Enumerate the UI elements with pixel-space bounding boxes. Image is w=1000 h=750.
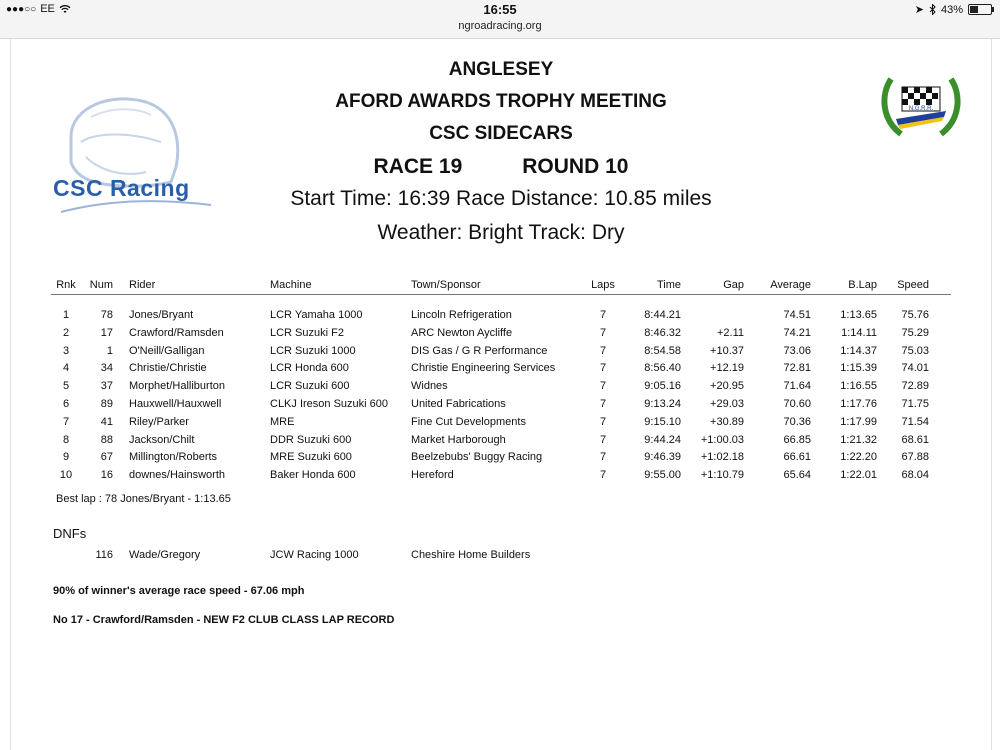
cell-speed: 75.76 (901, 309, 929, 321)
cell-town: Lincoln Refrigeration (411, 309, 512, 321)
cell-gap: +20.95 (710, 380, 744, 393)
cell-rnk: 1 (62, 309, 70, 321)
cell-average: 66.85 (783, 433, 811, 446)
cell-laps: 7 (599, 469, 607, 482)
cell-speed: 67.88 (901, 451, 929, 464)
cell-town: Christie Engineering Services (411, 362, 556, 375)
cell-time: 8:46.32 (644, 326, 681, 339)
cell-average: 72.81 (783, 362, 811, 375)
cell-laps: 7 (599, 344, 607, 357)
cell-gap: +1:02.18 (700, 451, 744, 464)
csc-racing-logo-text: CSC Racing (53, 175, 190, 201)
cell-laps: 7 (599, 309, 607, 321)
cell-blap: 1:15.39 (840, 362, 877, 375)
cell-blap: 1:14.37 (840, 344, 877, 357)
table-row (51, 345, 951, 361)
cell-speed: 74.01 (901, 362, 929, 375)
col-header-time: Time (656, 279, 681, 291)
cell-rnk: 6 (62, 398, 70, 410)
cell-laps: 7 (599, 380, 607, 393)
results-page (10, 39, 992, 750)
table-row (51, 451, 951, 467)
col-header-laps: Laps (591, 279, 615, 291)
cell-laps: 7 (599, 451, 607, 464)
cell-rider: downes/Hainsworth (129, 469, 225, 482)
cell-rider: Millington/Roberts (129, 451, 218, 464)
cell-speed: 71.54 (901, 415, 929, 428)
cell-machine: MRE Suzuki 600 (270, 451, 352, 464)
cell-town: Hereford (411, 469, 454, 482)
cell-time: 8:56.40 (644, 362, 681, 375)
race-round-title (11, 155, 991, 179)
cell-rnk: 8 (62, 433, 70, 446)
cell-rnk: 10 (59, 469, 73, 482)
cell-time: 8:44.21 (644, 309, 681, 321)
dnf-heading: DNFs (53, 526, 87, 541)
cell-gap: +2.11 (716, 326, 744, 339)
col-header-gap: Gap (723, 279, 744, 291)
ngrr-logo-text: N.G.R.R. (908, 106, 934, 112)
cell-gap: +1:10.79 (700, 469, 744, 482)
cell-laps: 7 (599, 433, 607, 446)
cell-num: 67 (100, 451, 113, 464)
lap-record-note: No 17 - Crawford/Ramsden - NEW F2 CLUB CLASS LAP RECORD (53, 614, 395, 626)
cell-laps: 7 (599, 415, 607, 428)
table-row (51, 309, 951, 325)
cell-town: DIS Gas / G R Performance (411, 344, 548, 357)
dnf-machine: JCW Racing 1000 (270, 549, 359, 561)
cell-town: United Fabrications (411, 398, 506, 410)
winner-speed-note: 90% of winner's average race speed - 67.06 mph (53, 585, 305, 597)
cell-rider: Jackson/Chilt (129, 433, 195, 446)
dnf-rider: Wade/Gregory (129, 549, 201, 561)
battery-percent: 43% (940, 3, 963, 16)
cell-rider: Crawford/Ramsden (129, 326, 224, 339)
meeting-title: AFORD AWARDS TROPHY MEETING (335, 91, 667, 112)
cell-time: 9:44.24 (644, 433, 681, 446)
cell-blap: 1:17.76 (840, 398, 877, 410)
cell-time: 9:13.24 (644, 398, 681, 410)
cell-time: 9:15.10 (644, 415, 681, 428)
cell-time: 9:05.16 (644, 380, 681, 393)
cell-town: Widnes (411, 380, 448, 393)
dnf-num: 116 (95, 549, 113, 561)
col-header-town: Town/Sponsor (411, 279, 481, 291)
cell-blap: 1:22.20 (840, 451, 877, 464)
cell-num: 78 (100, 309, 113, 321)
cell-average: 71.64 (783, 380, 811, 393)
cell-time: 9:46.39 (644, 451, 681, 464)
col-header-rider: Rider (129, 279, 156, 291)
cell-rider: Riley/Parker (129, 415, 189, 428)
cell-num: 1 (106, 344, 113, 357)
cell-rider: Hauxwell/Hauxwell (129, 398, 222, 410)
cell-average: 74.51 (783, 309, 811, 321)
class-title: CSC SIDECARS (429, 123, 573, 144)
cell-average: 66.61 (783, 451, 811, 464)
cell-town: Beelzebubs' Buggy Racing (411, 451, 543, 464)
table-row (51, 416, 951, 432)
status-bar (0, 0, 1000, 39)
cell-speed: 71.75 (901, 398, 929, 410)
cell-blap: 1:14.11 (841, 326, 877, 339)
cell-rider: Jones/Bryant (129, 309, 194, 321)
cell-num: 37 (100, 380, 113, 393)
cell-num: 16 (100, 469, 113, 482)
cell-machine: LCR Suzuki F2 (270, 326, 344, 339)
col-header-blap: B.Lap (848, 279, 877, 291)
cell-machine: Baker Honda 600 (270, 469, 356, 482)
best-lap-note: Best lap : 78 Jones/Bryant - 1:13.65 (56, 493, 231, 505)
cell-rnk: 5 (62, 380, 70, 393)
cell-rider: O'Neill/Galligan (129, 344, 205, 357)
cell-rider: Morphet/Halliburton (129, 380, 225, 393)
cell-blap: 1:21.32 (840, 433, 877, 446)
cell-gap: +30.89 (710, 415, 744, 428)
col-header-average: Average (770, 279, 811, 291)
cell-speed: 75.03 (901, 344, 929, 357)
signal-strength-icon: ●●●○○ (6, 3, 37, 15)
table-row (51, 362, 951, 378)
cell-num: 41 (100, 415, 113, 428)
cell-time: 8:54.58 (644, 344, 681, 357)
battery-icon (968, 4, 992, 15)
carrier-name: EE (40, 3, 55, 15)
cell-num: 89 (100, 398, 113, 410)
cell-gap: +29.03 (710, 398, 744, 410)
cell-average: 73.06 (783, 344, 811, 357)
table-row (51, 398, 951, 414)
cell-rider: Christie/Christie (129, 362, 207, 375)
table-row (51, 380, 951, 396)
cell-machine: LCR Honda 600 (270, 362, 349, 375)
cell-blap: 1:22.01 (840, 469, 877, 482)
col-header-machine: Machine (270, 279, 312, 291)
cell-blap: 1:13.65 (840, 309, 877, 321)
location-icon: ➤ (914, 4, 924, 16)
cell-speed: 68.61 (901, 433, 929, 446)
table-row (51, 469, 951, 485)
cell-laps: 7 (599, 362, 607, 375)
status-icons (915, 3, 992, 16)
cell-machine: MRE (270, 415, 295, 428)
cell-rnk: 9 (62, 451, 70, 464)
race-details: Start Time: 16:39 Race Distance: 10.85 miles (290, 187, 712, 210)
cell-average: 70.60 (783, 398, 811, 410)
cell-num: 34 (100, 362, 113, 375)
cell-speed: 72.89 (901, 380, 929, 393)
cell-speed: 75.29 (901, 326, 929, 339)
cell-laps: 7 (599, 326, 607, 339)
cell-laps: 7 (599, 398, 607, 410)
bluetooth-icon (929, 4, 936, 15)
round-number: ROUND 10 (522, 155, 629, 178)
cell-average: 65.64 (783, 469, 811, 482)
cell-num: 88 (100, 433, 113, 446)
col-header-speed: Speed (897, 279, 929, 291)
cell-rnk: 3 (62, 344, 70, 357)
cell-blap: 1:16.55 (840, 380, 877, 393)
cell-machine: CLKJ Ireson Suzuki 600 (270, 398, 389, 410)
cell-time: 9:55.00 (644, 469, 681, 482)
cell-speed: 68.04 (901, 469, 929, 482)
venue-title: ANGLESEY (448, 59, 554, 80)
cell-machine: LCR Yamaha 1000 (270, 309, 363, 321)
conditions: Weather: Bright Track: Dry (377, 221, 625, 244)
dnf-town: Cheshire Home Builders (411, 549, 531, 561)
cell-machine: DDR Suzuki 600 (270, 433, 352, 446)
cell-rnk: 4 (62, 362, 70, 375)
table-header (51, 279, 951, 295)
race-number: RACE 19 (373, 155, 463, 178)
dnf-row (51, 549, 951, 565)
cell-gap: +12.19 (710, 362, 744, 375)
cell-machine: LCR Suzuki 1000 (270, 344, 356, 357)
cell-town: Fine Cut Developments (411, 415, 526, 428)
cell-rnk: 7 (62, 415, 70, 428)
cell-town: Market Harborough (411, 433, 506, 446)
cell-machine: LCR Suzuki 600 (270, 380, 350, 393)
address-bar[interactable]: ngroadracing.org (458, 20, 542, 32)
clock: 16:55 (483, 2, 517, 17)
col-header-rnk: Rnk (56, 279, 76, 291)
cell-gap: +10.37 (710, 344, 744, 357)
col-header-num: Num (89, 279, 113, 291)
cell-num: 17 (100, 326, 113, 339)
cell-rnk: 2 (62, 326, 70, 339)
table-row (51, 434, 951, 450)
cell-gap: +1:00.03 (700, 433, 744, 446)
table-row (51, 327, 951, 343)
cell-blap: 1:17.99 (840, 415, 877, 428)
cell-average: 74.21 (783, 326, 811, 339)
cell-average: 70.36 (783, 415, 811, 428)
cell-town: ARC Newton Aycliffe (411, 326, 513, 339)
